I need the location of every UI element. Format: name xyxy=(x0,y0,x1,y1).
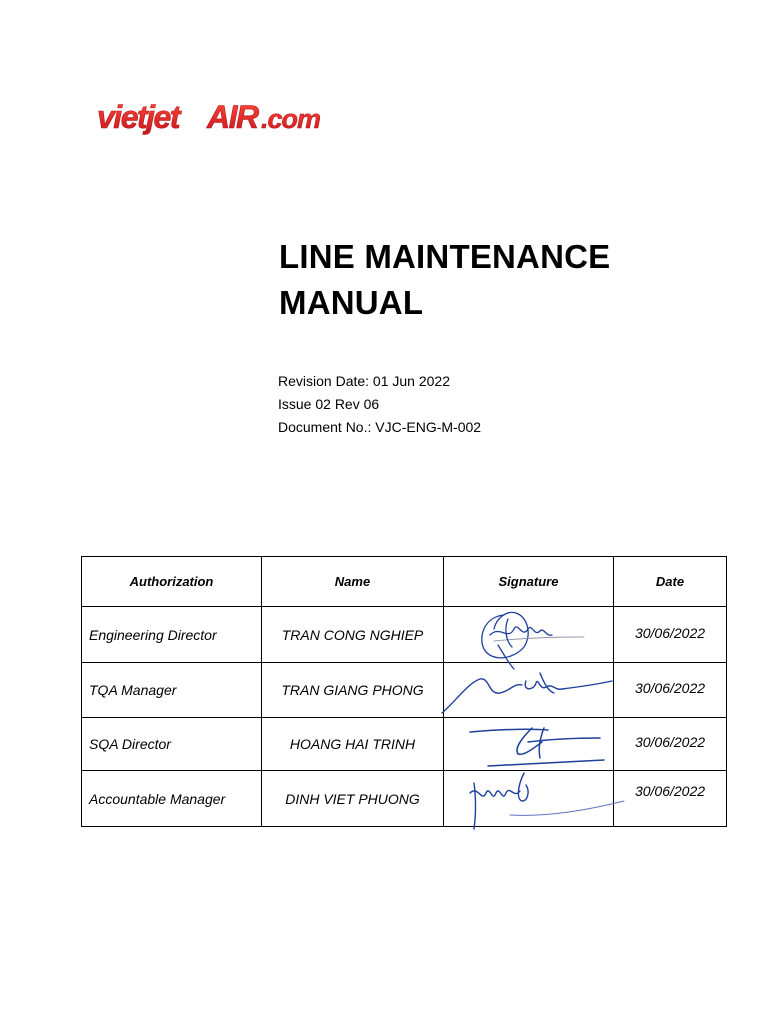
revision-date: Revision Date: 01 Jun 2022 xyxy=(278,373,450,389)
name-cell: TRAN GIANG PHONG xyxy=(262,663,444,718)
document-meta xyxy=(278,370,481,439)
document-title xyxy=(279,234,739,326)
authorization-cell: SQA Director xyxy=(82,718,262,771)
header-authorization: Authorization xyxy=(82,557,262,607)
svg-text:AIR: AIR xyxy=(207,99,258,135)
table-row xyxy=(82,771,727,827)
signature-cell xyxy=(444,607,614,663)
authorization-cell: Engineering Director xyxy=(82,607,262,663)
date-cell xyxy=(614,771,727,827)
signature-cell xyxy=(444,718,614,771)
signature-image xyxy=(444,607,614,663)
date-text: 30/06/2022 xyxy=(634,782,706,799)
table-row xyxy=(82,607,727,663)
header-name: Name xyxy=(262,557,444,607)
svg-text:vietjet: vietjet xyxy=(97,99,179,135)
date-cell xyxy=(614,607,727,663)
authorization-table xyxy=(81,556,727,827)
table-row xyxy=(82,718,727,771)
document-title-line1: LINE MAINTENANCE xyxy=(279,238,611,275)
name-cell: TRAN CONG NGHIEP xyxy=(262,607,444,663)
name-cell: HOANG HAI TRINH xyxy=(262,718,444,771)
issue-number: Issue 02 Rev 06 xyxy=(278,396,380,412)
header-signature: Signature xyxy=(444,557,614,607)
table-row xyxy=(82,663,727,718)
document-number: Document No.: VJC-ENG-M-002 xyxy=(278,419,482,435)
authorization-cell: Accountable Manager xyxy=(82,771,262,827)
svg-text:.com: .com xyxy=(261,104,321,134)
signature-cell xyxy=(444,663,614,718)
date-text: 30/06/2022 xyxy=(634,680,706,696)
vietjet-logo-image xyxy=(95,92,335,140)
signature-image xyxy=(444,771,614,827)
date-text: 30/06/2022 xyxy=(634,624,706,641)
date-cell xyxy=(614,663,727,718)
document-title-line2: MANUAL xyxy=(279,284,424,321)
date-cell xyxy=(614,718,727,771)
header-date: Date xyxy=(614,557,727,607)
signature-cell xyxy=(444,771,614,827)
signature-image xyxy=(444,663,614,718)
name-cell: DINH VIET PHUONG xyxy=(262,771,444,827)
vietjet-logo xyxy=(95,92,335,140)
date-text: 30/06/2022 xyxy=(634,734,706,750)
authorization-cell: TQA Manager xyxy=(82,663,262,718)
table-header-row xyxy=(82,557,727,607)
signature-image xyxy=(444,718,614,771)
